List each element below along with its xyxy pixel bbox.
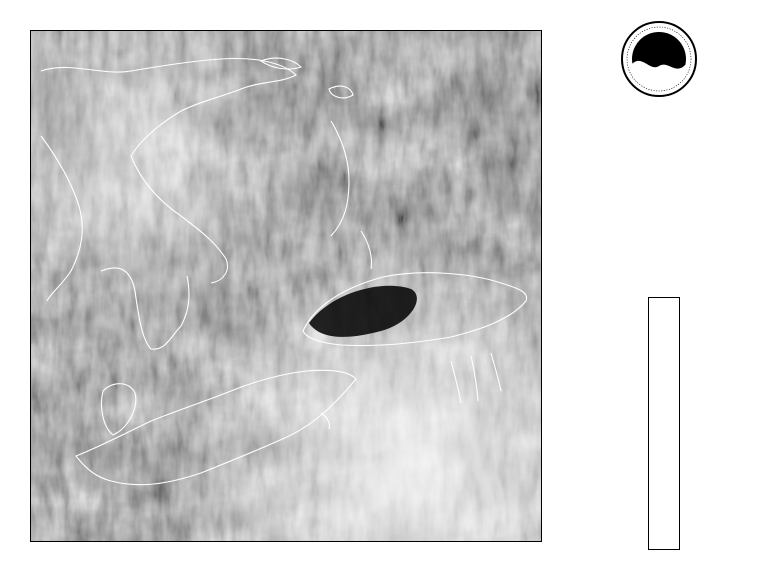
satellite-map-svg — [31, 31, 541, 541]
reflectance-colorbar — [648, 297, 680, 550]
bright-cloud-region-nw — [31, 31, 541, 541]
satellite-image-panel — [30, 30, 542, 542]
noaa-seal-icon — [620, 20, 698, 98]
